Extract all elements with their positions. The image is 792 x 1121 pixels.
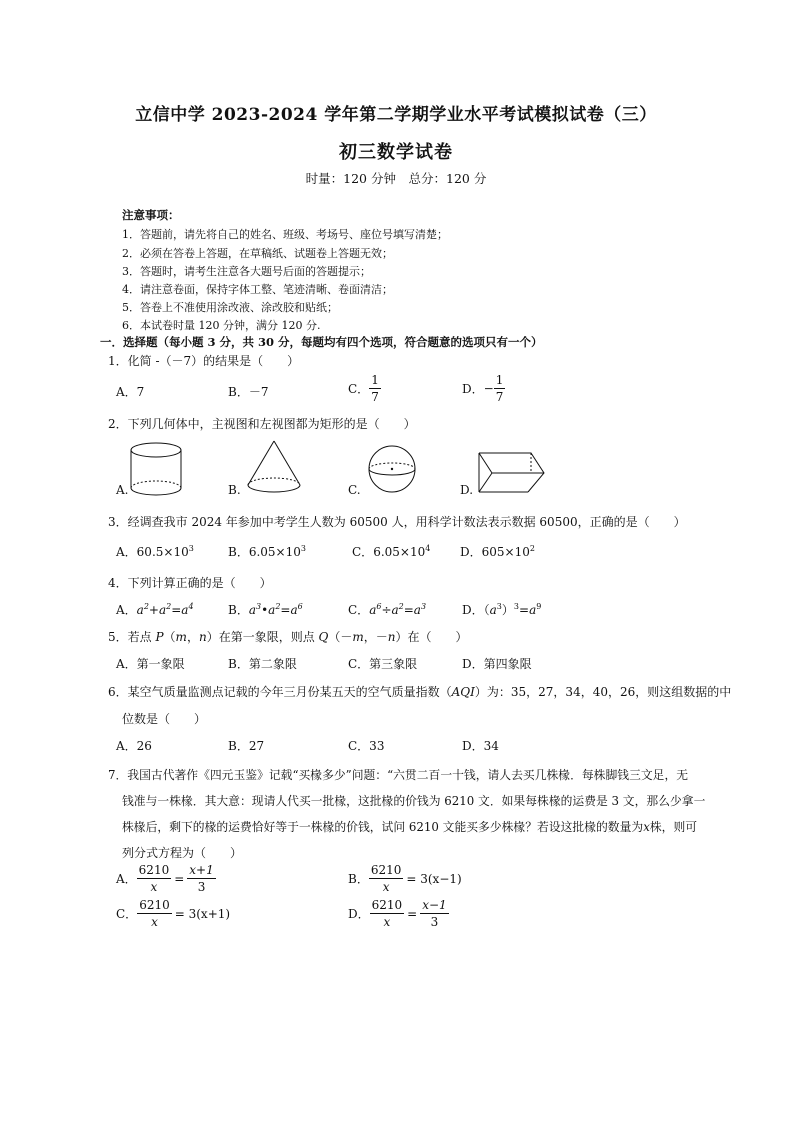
q3-option-a [116,543,194,560]
notice-item-5: 5．答卷上不准使用涂改液、涂改胶和贴纸； [122,301,338,314]
option-label: A． [116,872,137,886]
q1-option-d [462,374,505,403]
q4-option-a [116,601,194,618]
question-7-line-3 [122,818,697,835]
fraction-denominator: 7 [371,390,379,404]
q6-option-b: B．27 [228,739,265,753]
section-1-title: 一．选择题（每小题 3 分，共 30 分，每题均有四个选项，符合题意的选项只有一个） [100,335,543,349]
exponent: 3 [300,544,306,553]
var-m: m [175,630,187,644]
lhs-fraction [369,864,404,893]
q1-option-c-fraction [369,374,381,403]
notice-item-1: 1．答题前，请先将自己的姓名、班级、考场号、座位号填写清楚； [122,228,448,241]
q2-option-b: B. [228,483,241,497]
q4-option-d-formula: $(a^3)^3=a^9$ [483,602,542,617]
q4-option-d [462,601,541,618]
cylinder-figure [128,440,188,498]
notice-heading: 注意事项： [122,208,180,222]
q7-option-d [348,899,449,928]
fraction-numerator: 1 [371,373,379,387]
q5-option-b: B．第二象限 [228,657,297,671]
point-p: P [155,630,164,644]
exponent: 4 [425,544,431,553]
stem-text: 株，则可 [649,820,698,834]
rhs-fraction [187,864,215,893]
option-label: B． [228,603,249,617]
stem-text: ，－ [363,630,388,644]
q6-option-d: D．34 [462,739,499,753]
option-value: 60.5×10 [136,545,189,559]
fraction-numerator: 1 [495,373,504,387]
option-label: A． [116,545,137,559]
option-value: 6.05×10 [248,545,301,559]
question-5-stem [108,628,468,645]
stem-text: 株椽后，剩下的椽的运费恰好等于一株椽的价钱，试问 6210 文能买多少株椽？若设这批椽的数量为 [122,820,644,834]
rhs-expression: = 3(x−1) [406,871,462,886]
option-value: 605×10 [481,545,530,559]
q1-option-c [348,374,381,403]
var-x: x [643,820,650,834]
q6-option-a: A．26 [116,739,152,753]
option-label: C． [348,603,370,617]
q1-option-a: A．7 [116,385,145,399]
stem-text: 5．若点 [108,630,156,644]
q1-option-c-label: C． [348,382,370,396]
equals-sign: = [174,871,185,886]
question-7-line-2: 钱准与一株椽．其大意：现请人代买一批椽，这批椽的价钱为 6210 文．如果每株椽的运费是 3 文，那么少拿一 [122,794,706,808]
stem-text: ）在第一象限，则点 [206,630,319,644]
exam-subtitle: 初三数学试卷 [339,142,453,163]
q4-option-b-formula: $a^3•a^2=a^6$ [248,602,303,617]
sphere-figure [366,443,418,495]
fraction-numerator: 6210 [370,863,402,877]
stem-text: ， [186,630,199,644]
fraction-numerator: x+1 [189,863,214,877]
minus-sign: − [483,381,494,396]
fraction-numerator: 6210 [371,898,403,912]
fraction-denominator: 3 [430,915,439,929]
notice-item-3: 3．答题时，请考生注意各大题号后面的答题提示； [122,265,371,278]
q1-option-d-label: D． [462,382,484,396]
stem-text: （－ [328,630,353,644]
fraction-denominator: x [151,915,158,929]
var-m: m [352,630,364,644]
fraction-denominator: x [383,915,391,929]
exam-title: 立信中学 2023-2024 学年第二学期学业水平考试模拟试卷（三） [135,105,657,125]
aqi-term: AQI [451,685,475,699]
q4-option-a-formula: $a^2+a^2=a^4$ [136,602,194,617]
question-1-stem: 1．化简 -（－7）的结果是（ ） [108,354,300,368]
question-7-line-4: 列分式方程为（ ） [122,846,243,860]
q4-option-c [348,601,426,618]
notice-item-6: 6．本试卷时量 120 分钟，满分 120 分. [122,319,321,332]
exam-time-score: 时量：120 分钟 总分：120 分 [305,171,487,186]
q7-option-a [116,864,216,893]
q7-option-b [348,864,462,893]
q3-option-d [460,543,535,560]
lhs-fraction [137,864,172,893]
option-label: A． [116,603,137,617]
q7-option-c [116,899,230,928]
q1-option-d-fraction [494,374,506,403]
option-label: B． [348,872,369,886]
q2-option-d: D. [460,483,474,497]
fraction-numerator: x−1 [422,898,447,912]
stem-text: ）为：35，27，34，40，26，则这组数据的中 [474,685,732,699]
lhs-fraction [370,899,405,928]
question-6-line-2: 位数是（ ） [122,712,207,726]
notice-item-4: 4．请注意卷面，保持字体工整、笔迹清晰、卷面清洁； [122,283,393,296]
q1-option-b: B．－7 [228,385,269,399]
question-2-stem: 2．下列几何体中，主视图和左视图都为矩形的是（ ） [108,417,416,431]
rhs-fraction [420,899,448,928]
question-4-stem: 4．下列计算正确的是（ ） [108,576,272,590]
equals-sign: = [407,906,418,921]
option-label: C． [352,545,374,559]
fraction-numerator: 6210 [139,898,170,912]
q5-option-d: D．第四象限 [462,657,532,671]
exponent: 2 [529,544,535,553]
fraction-denominator: 3 [197,880,206,894]
stem-text: ）在（ ） [395,630,468,644]
option-label: D． [348,907,370,921]
point-q: Q [318,630,329,644]
rhs-expression: = 3(x+1) [174,906,231,921]
var-n: n [387,630,396,644]
exponent: 3 [188,544,194,553]
notice-item-2: 2．必须在答卷上答题，在草稿纸、试题卷上答题无效； [122,247,393,260]
stem-text: 6．某空气质量监测点记载的今年三月份某五天的空气质量指数（ [108,685,452,699]
option-label: B． [228,545,249,559]
q2-option-a: A. [116,483,129,497]
var-n: n [198,630,207,644]
fraction-numerator: 6210 [138,863,170,877]
option-label: C． [116,907,138,921]
fraction-denominator: x [382,880,390,894]
q5-option-a: A．第一象限 [116,657,185,671]
option-label: D． [462,603,484,617]
fraction-denominator: x [150,880,158,894]
q3-option-b [228,543,306,560]
cone-figure [244,438,304,498]
fraction-denominator: 7 [495,390,504,404]
triangular-prism-figure [476,447,548,497]
q4-option-b [228,601,303,618]
q6-option-c: C．33 [348,739,385,753]
q4-option-c-formula: $a^6\div a^2=a^3$ [369,602,427,617]
q2-option-c: C. [348,483,361,497]
option-label: D． [460,545,482,559]
stem-text: （ [163,630,176,644]
question-7-line-1: 7．我国古代著作《四元玉鉴》记载“买椽多少”问题：“六贯二百一十钱，请人去买几株椽．每株脚钱三文足，无 [108,768,689,782]
q5-option-c: C．第三象限 [348,657,418,671]
lhs-fraction [137,899,172,928]
option-value: 6.05×10 [373,545,426,559]
question-6-line-1 [108,683,731,700]
question-3-stem: 3．经调查我市 2024 年参加中考学生人数为 60500 人，用科学计数法表示数据 60500，正确的是（ ） [108,515,686,529]
q3-option-c [352,543,430,560]
